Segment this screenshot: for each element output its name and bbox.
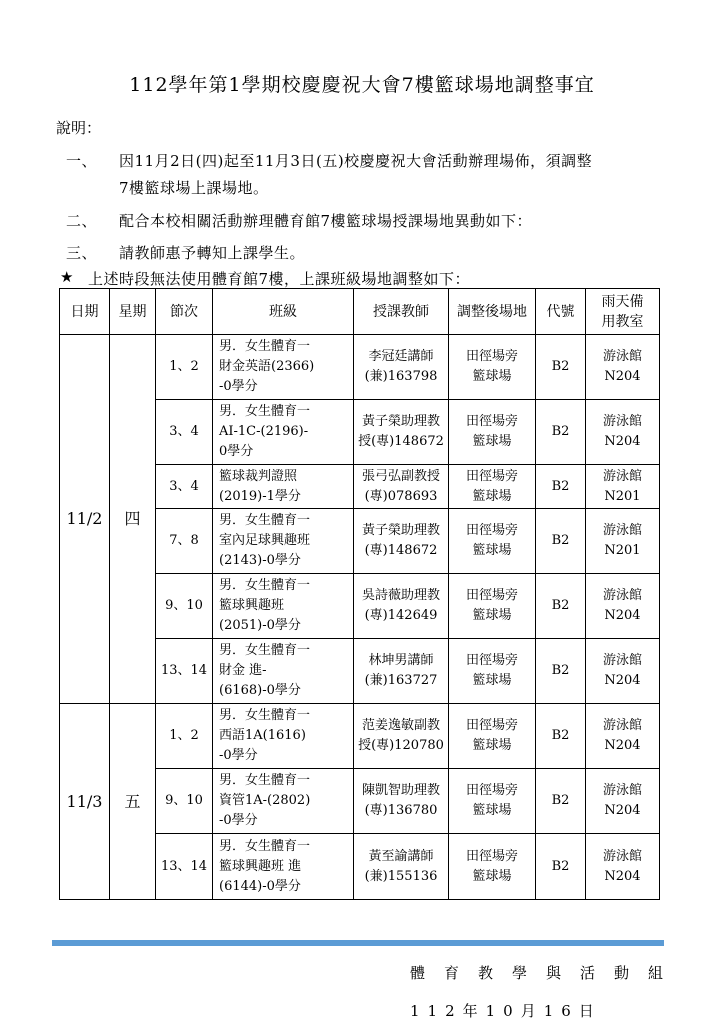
header-date: 日期 [60, 289, 110, 335]
rain-classroom-cell-line: 游泳館 [602, 349, 642, 364]
teacher-cell-line: (專)078693 [364, 488, 438, 504]
rain-classroom-cell [586, 639, 660, 704]
rain-classroom-cell [586, 704, 660, 769]
class-cell-line: 男．女生體育一 [219, 404, 311, 419]
class-cell-line: 籃球興趣班 進 [219, 858, 302, 874]
rain-classroom-cell-line: 游泳館 [602, 414, 642, 429]
note-text: 因11月2日(四)起至11月3日(五)校慶慶祝大會活動辦理場佈，須調整 [119, 152, 593, 170]
teacher-cell [354, 509, 449, 574]
header-venue: 調整後場地 [449, 289, 536, 335]
rain-classroom-cell-line: N201 [604, 543, 641, 558]
rain-classroom-cell-line: 游泳館 [602, 653, 642, 668]
venue-cell [449, 769, 536, 834]
class-cell [213, 639, 354, 704]
teacher-cell [354, 639, 449, 704]
class-cell-line: (2019)-1學分 [219, 488, 301, 504]
class-cell-line: 男．女生體育一 [219, 708, 311, 723]
period-cell: 9、10 [156, 769, 213, 834]
venue-cell-line: 籃球場 [472, 608, 512, 623]
code-cell: B2 [536, 465, 586, 509]
period-cell: 9、10 [156, 574, 213, 639]
class-cell [213, 465, 354, 509]
venue-cell-line: 籃球場 [472, 369, 512, 384]
rain-classroom-cell-line: 游泳館 [602, 588, 642, 603]
note-number: 三、 [66, 244, 98, 262]
rain-classroom-cell-line: N204 [604, 868, 641, 884]
issue-date: 112年10月16日 [410, 1002, 602, 1020]
footer-divider [52, 940, 664, 946]
class-cell-line: 男．女生體育一 [219, 339, 311, 354]
rain-classroom-cell-line: N204 [604, 369, 641, 384]
rain-classroom-cell [586, 834, 660, 900]
period-cell: 7、8 [156, 509, 213, 574]
teacher-cell [354, 574, 449, 639]
venue-cell [449, 574, 536, 639]
venue-cell [449, 834, 536, 900]
class-cell-line: (6144)-0學分 [219, 878, 301, 894]
code-cell: B2 [536, 769, 586, 834]
class-cell-line: 財金 進- [219, 663, 267, 678]
rain-classroom-cell-line: 游泳館 [602, 523, 642, 538]
rain-classroom-cell [586, 335, 660, 400]
class-cell-line: 男．女生體育一 [219, 513, 311, 528]
period-cell: 13、14 [156, 639, 213, 704]
teacher-cell [354, 465, 449, 509]
note-text-continued: 7樓籃球場上課場地。 [119, 179, 269, 197]
note-text: 配合本校相關活動辦理體育館7樓籃球場授課場地異動如下： [119, 212, 533, 230]
rain-classroom-cell [586, 769, 660, 834]
period-cell: 1、2 [156, 335, 213, 400]
code-cell: B2 [536, 639, 586, 704]
rain-classroom-cell-line: N204 [604, 608, 641, 623]
venue-cell-line: 田徑場旁 [465, 718, 518, 733]
description-label: 說明： [56, 119, 102, 137]
header-teacher: 授課教師 [354, 289, 449, 335]
teacher-cell-line: 范姜逸敏副教 [361, 718, 440, 733]
class-cell-line: 男．女生體育一 [219, 773, 311, 788]
weekday-cell: 四 [110, 335, 156, 704]
class-cell-line: 男．女生體育一 [219, 643, 311, 658]
rain-classroom-cell [586, 465, 660, 509]
rain-classroom-cell-line: 游泳館 [602, 718, 642, 733]
class-cell [213, 335, 354, 400]
code-cell: B2 [536, 704, 586, 769]
class-cell-line: -0學分 [219, 748, 258, 763]
header-rain-line: 用教室 [601, 313, 644, 330]
class-cell [213, 400, 354, 465]
code-cell: B2 [536, 834, 586, 900]
teacher-cell-line: 黃子榮助理教 [361, 414, 440, 429]
teacher-cell-line: (專)148672 [364, 543, 438, 558]
code-cell: B2 [536, 335, 586, 400]
class-cell-line: (6168)-0學分 [219, 683, 301, 698]
teacher-cell [354, 400, 449, 465]
class-cell-line: -0學分 [219, 813, 258, 828]
teacher-cell-line: (專)136780 [364, 803, 438, 818]
note-text: 請教師惠予轉知上課學生。 [119, 244, 306, 262]
class-cell-line: 0學分 [219, 444, 254, 459]
table-header-row [60, 289, 660, 335]
venue-cell-line: 田徑場旁 [465, 848, 518, 864]
venue-cell-line: 籃球場 [472, 803, 512, 818]
teacher-cell-line: (專)142649 [364, 608, 438, 623]
venue-cell [449, 509, 536, 574]
class-cell-line: (2143)-0學分 [219, 553, 301, 568]
class-cell [213, 574, 354, 639]
class-cell [213, 704, 354, 769]
venue-cell-line: 田徑場旁 [465, 783, 518, 798]
date-cell: 11/3 [60, 704, 110, 900]
period-cell: 3、4 [156, 465, 213, 509]
class-cell-line: (2051)-0學分 [219, 618, 301, 633]
code-cell: B2 [536, 509, 586, 574]
teacher-cell [354, 335, 449, 400]
venue-cell [449, 335, 536, 400]
teacher-cell-line: 林坤男講師 [368, 653, 434, 668]
rain-classroom-cell [586, 400, 660, 465]
class-cell-line: 西語1A(1616) [219, 728, 306, 743]
venue-cell-line: 田徑場旁 [465, 468, 518, 484]
class-cell-line: 室內足球興趣班 [219, 533, 311, 548]
venue-cell-line: 籃球場 [472, 488, 512, 504]
class-cell-line: -0學分 [219, 379, 258, 394]
rain-classroom-cell-line: 游泳館 [602, 848, 642, 864]
table-row [60, 335, 660, 400]
note-number: 二、 [66, 212, 98, 230]
class-cell-line: 財金英語(2366) [219, 359, 315, 374]
teacher-cell-line: 黃至諭講師 [368, 848, 434, 864]
rain-classroom-cell-line: 游泳館 [602, 783, 642, 798]
teacher-cell-line: 授(專)120780 [358, 738, 444, 753]
period-cell: 13、14 [156, 834, 213, 900]
period-cell: 1、2 [156, 704, 213, 769]
teacher-cell [354, 834, 449, 900]
venue-cell-line: 籃球場 [472, 543, 512, 558]
class-cell-line: 資管1A-(2802) [219, 793, 311, 808]
header-class: 班級 [213, 289, 354, 335]
class-cell [213, 769, 354, 834]
header-weekday: 星期 [110, 289, 156, 335]
department-name: 體育教學與活動組 [410, 964, 683, 982]
header-period: 節次 [156, 289, 213, 335]
teacher-cell [354, 769, 449, 834]
venue-cell-line: 田徑場旁 [465, 414, 518, 429]
document-title: 112學年第1學期校慶慶祝大會7樓籃球場地調整事宜 [129, 74, 595, 96]
class-cell [213, 509, 354, 574]
rain-classroom-cell-line: N204 [604, 434, 641, 449]
date-cell: 11/2 [60, 335, 110, 704]
rain-classroom-cell-line: N204 [604, 803, 641, 818]
code-cell: B2 [536, 574, 586, 639]
teacher-cell-line: 黃子榮助理教 [361, 523, 440, 538]
venue-cell-line: 田徑場旁 [465, 349, 518, 364]
venue-cell [449, 639, 536, 704]
adjustment-note-text: 上述時段無法使用體育館7樓，上課班級場地調整如下： [88, 270, 471, 288]
rain-classroom-cell-line: 游泳館 [602, 468, 642, 484]
teacher-cell [354, 704, 449, 769]
venue-cell-line: 籃球場 [472, 434, 512, 449]
class-cell-line: 籃球興趣班 [219, 598, 285, 613]
class-cell-line: 男．女生體育一 [219, 838, 311, 854]
class-cell-line: 籃球裁判證照 [219, 468, 298, 484]
venue-cell-line: 籃球場 [472, 868, 512, 884]
teacher-cell-line: (兼)163727 [364, 673, 438, 688]
rain-classroom-cell-line: N204 [604, 738, 641, 753]
teacher-cell-line: (兼)155136 [364, 868, 438, 884]
venue-cell [449, 465, 536, 509]
venue-cell-line: 籃球場 [472, 738, 512, 753]
class-cell-line: 男．女生體育一 [219, 578, 311, 593]
rain-classroom-cell [586, 509, 660, 574]
teacher-cell-line: 吳詩薇助理教 [361, 588, 440, 603]
period-cell: 3、4 [156, 400, 213, 465]
venue-cell-line: 籃球場 [472, 673, 512, 688]
teacher-cell-line: 授(專)148672 [358, 434, 444, 449]
venue-cell [449, 704, 536, 769]
class-cell [213, 834, 354, 900]
venue-cell-line: 田徑場旁 [465, 588, 518, 603]
table-row [60, 704, 660, 769]
rain-classroom-cell-line: N201 [604, 488, 641, 504]
header-rain-line: 雨天備 [601, 293, 644, 310]
code-cell: B2 [536, 400, 586, 465]
note-number: 一、 [66, 152, 98, 170]
rain-classroom-cell [586, 574, 660, 639]
header-code: 代號 [536, 289, 586, 335]
teacher-cell-line: 陳凱智助理教 [361, 783, 440, 798]
teacher-cell-line: 李冠廷講師 [368, 349, 434, 364]
star-icon: ★ [60, 268, 74, 286]
venue-cell-line: 田徑場旁 [465, 653, 518, 668]
teacher-cell-line: (兼)163798 [364, 369, 438, 384]
header-rain-classroom [586, 289, 660, 335]
weekday-cell: 五 [110, 704, 156, 900]
schedule-table [59, 288, 660, 900]
venue-cell-line: 田徑場旁 [465, 523, 518, 538]
venue-cell [449, 400, 536, 465]
teacher-cell-line: 張弓弘副教授 [361, 468, 440, 484]
rain-classroom-cell-line: N204 [604, 673, 641, 688]
class-cell-line: AI-1C-(2196)- [219, 424, 309, 439]
